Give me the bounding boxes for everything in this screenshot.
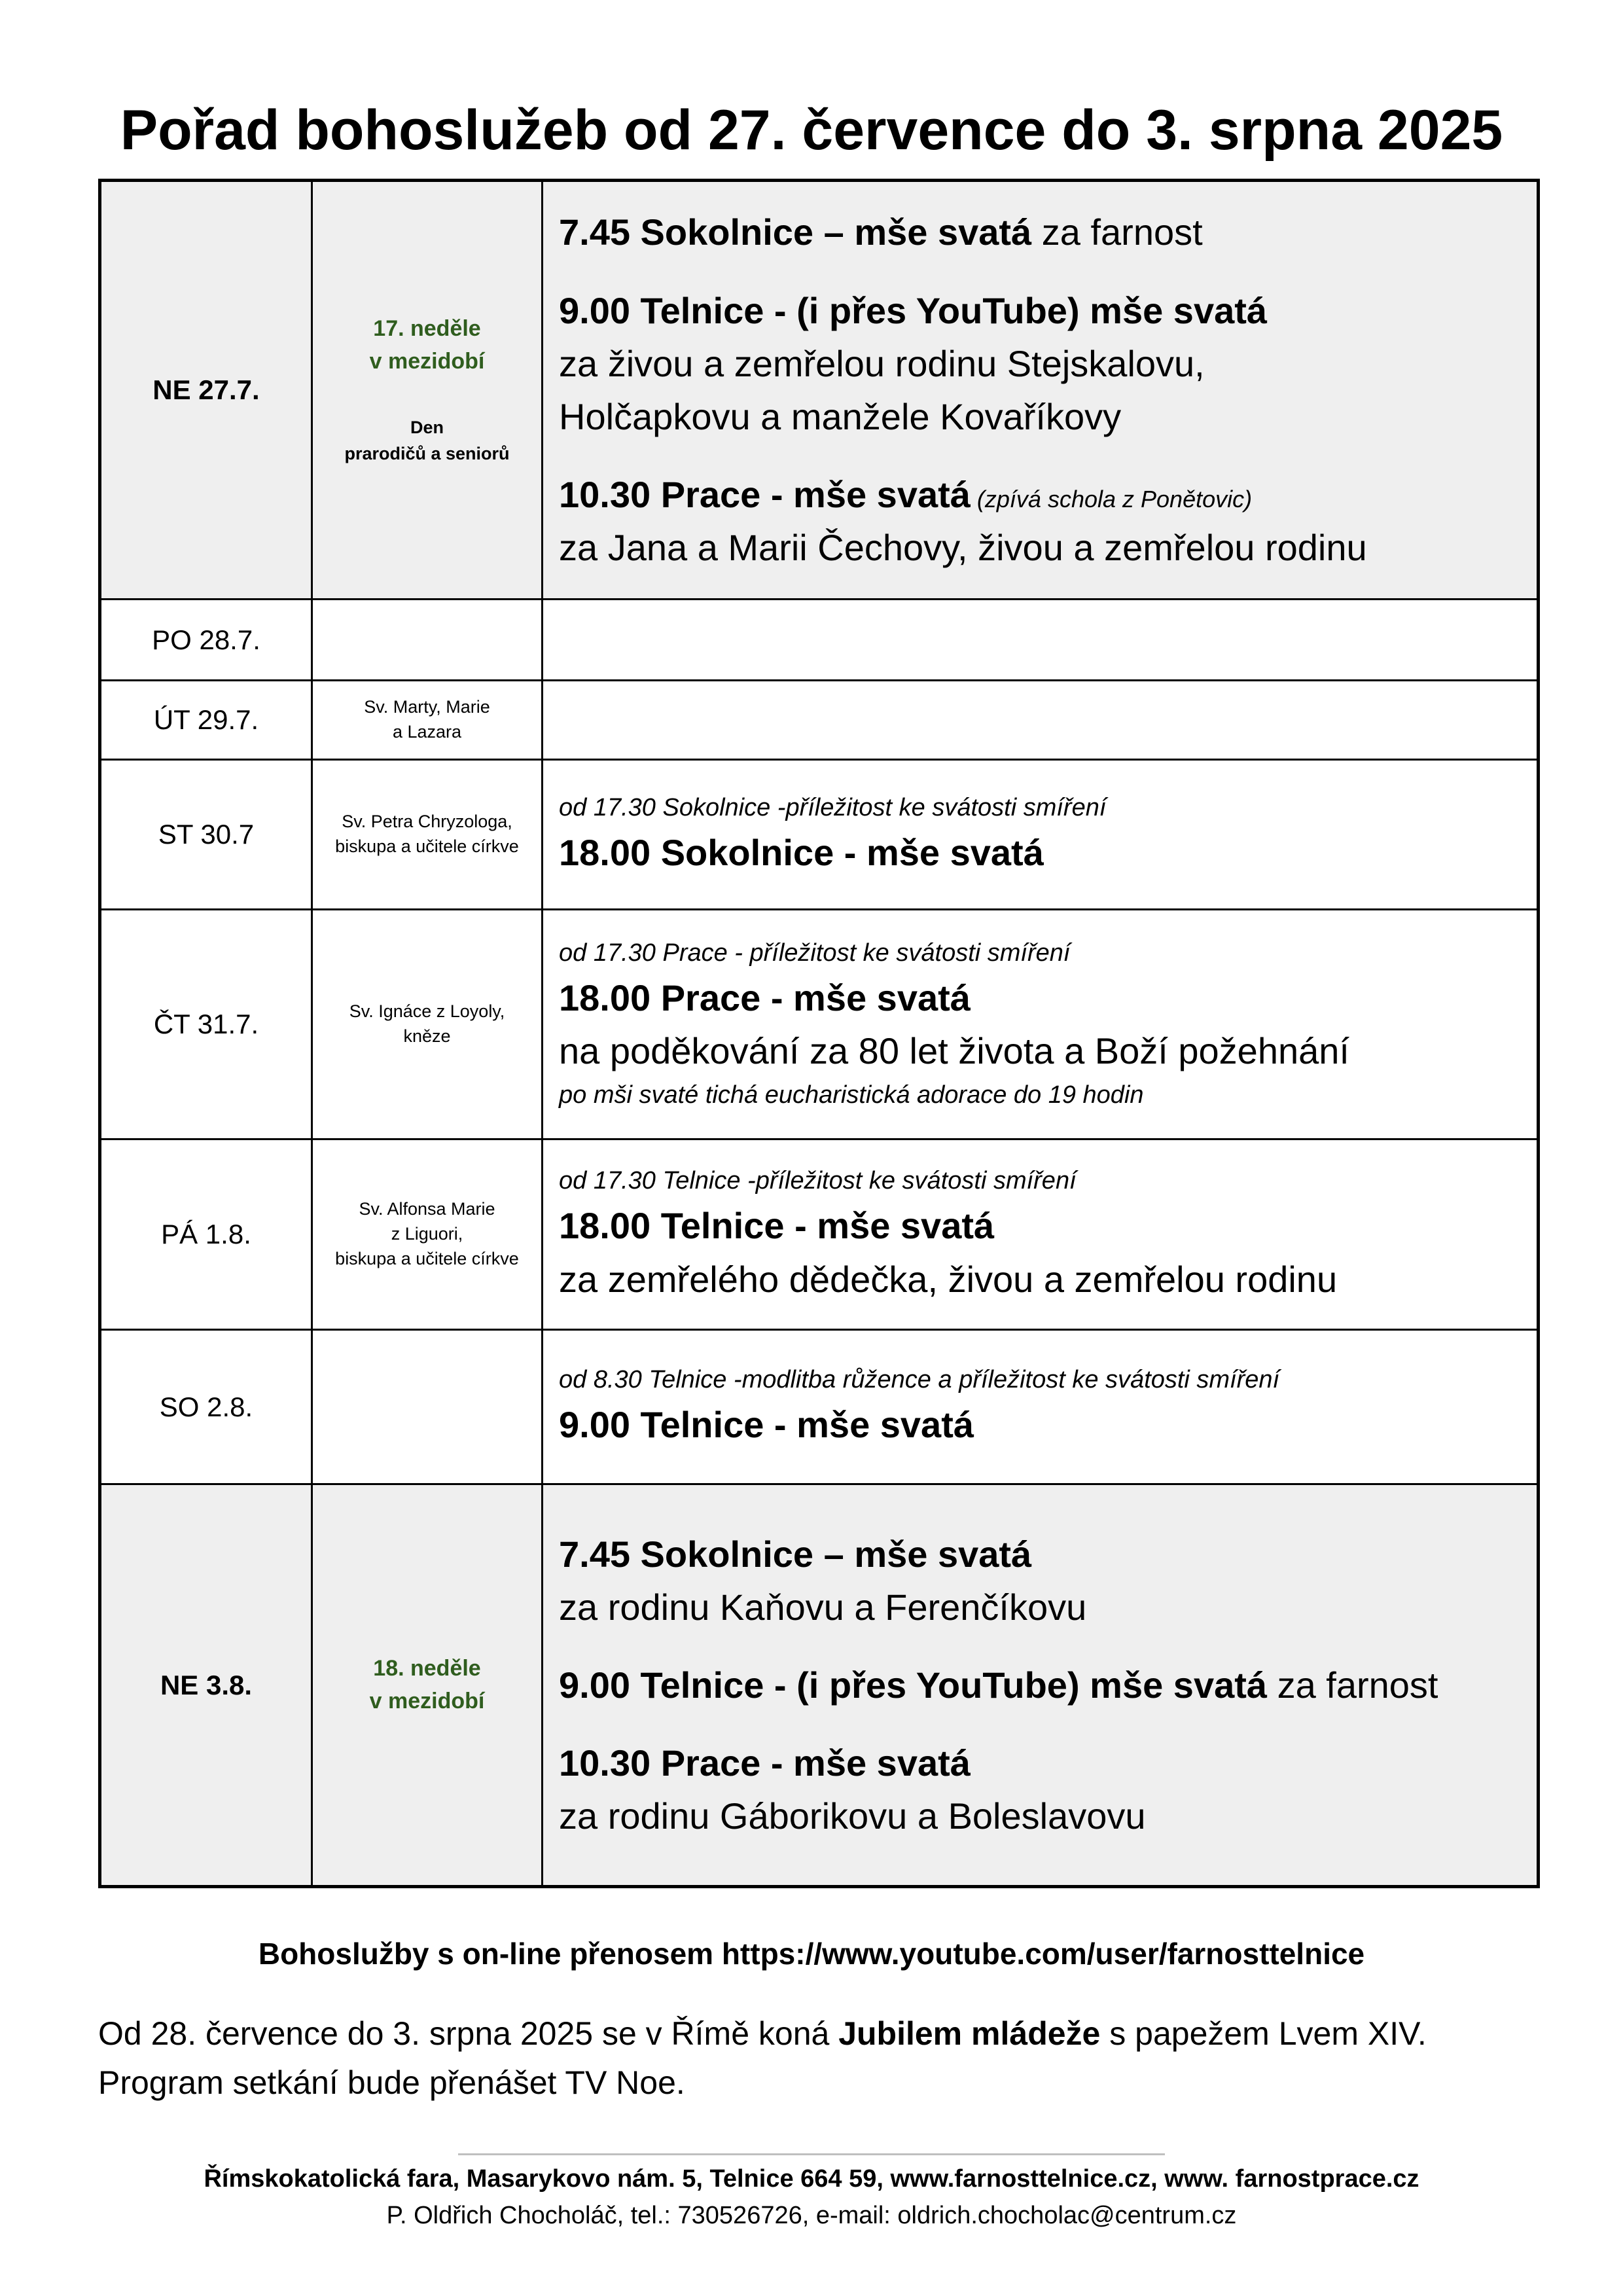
- feast-line: 18. neděle: [373, 1656, 481, 1681]
- confession-note: od 17.30 Prace - příležitost ke svátosti smíření: [559, 939, 1071, 967]
- footer-divider: [458, 2153, 1165, 2155]
- mass-intention: za farnost: [1031, 211, 1203, 253]
- feast-line: Sv. Alfonsa Marie: [359, 1199, 495, 1219]
- info-text: Program setkání bude přenášet TV Noe.: [98, 2064, 685, 2101]
- info-highlight: Jubilem mládeže: [838, 2015, 1101, 2052]
- mass-entry: [559, 1736, 1521, 1842]
- mass-time: 7.45 Sokolnice – mše svatá: [559, 1533, 1032, 1575]
- table-row: [100, 760, 1539, 910]
- day-cell: SO 2.8.: [100, 1330, 312, 1484]
- mass-intention: za farnost: [1267, 1664, 1438, 1706]
- mass-time: 9.00 Telnice - mše svatá: [559, 1404, 974, 1446]
- mass-cell: [543, 181, 1539, 600]
- table-row: [100, 681, 1539, 760]
- feast-line: v mezidobí: [369, 1688, 485, 1713]
- feast-line: z Liguori,: [391, 1224, 463, 1244]
- mass-entry: [559, 284, 1521, 444]
- feast-line: kněze: [403, 1026, 451, 1046]
- table-row: [100, 1139, 1539, 1330]
- feast-line: Den: [410, 417, 444, 437]
- feast-line: Sv. Ignáce z Loyoly,: [349, 1001, 505, 1022]
- mass-intention: na poděkování za 80 let života a Boží požehnání: [559, 1030, 1349, 1071]
- feast-line: biskupa a učitele církve: [335, 1248, 519, 1268]
- day-cell: NE 3.8.: [100, 1484, 312, 1887]
- feast-line: biskupa a učitele církve: [335, 836, 519, 856]
- table-row: [100, 1330, 1539, 1484]
- table-row: [100, 910, 1539, 1139]
- mass-cell: [543, 681, 1539, 760]
- mass-time: 7.45 Sokolnice – mše svatá: [559, 211, 1032, 253]
- mass-time: 18.00 Prace - mše svatá: [559, 977, 971, 1018]
- feast-cell: [312, 1484, 543, 1887]
- mass-entry: [559, 468, 1521, 574]
- feast-line: prarodičů a seniorů: [344, 444, 510, 464]
- mass-entry: [559, 206, 1521, 259]
- feast-line: v mezidobí: [369, 348, 485, 374]
- day-cell: ÚT 29.7.: [100, 681, 312, 760]
- mass-cell: [543, 910, 1539, 1139]
- table-row: [100, 600, 1539, 681]
- adoration-note: po mši svaté tichá eucharistická adorace do 19 hodin: [559, 1081, 1144, 1109]
- page-title: Pořad bohoslužeb od 27. července do 3. srpna 2025: [120, 99, 1503, 162]
- mass-entry: [559, 1528, 1521, 1634]
- feast-line: 17. neděle: [373, 316, 481, 342]
- feast-line: Sv. Marty, Marie: [364, 697, 490, 717]
- mass-cell: [543, 600, 1539, 681]
- mass-time: 18.00 Sokolnice - mše svatá: [559, 831, 1044, 873]
- day-cell: PO 28.7.: [100, 600, 312, 681]
- info-text: s papežem Lvem XIV.: [1100, 2015, 1427, 2052]
- mass-cell: [543, 1484, 1539, 1887]
- feast-cell: [312, 181, 543, 600]
- feast-cell: [312, 760, 543, 910]
- schedule-table: [98, 179, 1540, 1888]
- feast-cell: [312, 1330, 543, 1484]
- confession-note: od 17.30 Telnice -příležitost ke svátosti smíření: [559, 1167, 1077, 1195]
- feast-line: a Lazara: [392, 722, 462, 742]
- mass-time: 10.30 Prace - mše svatá: [559, 474, 971, 516]
- mass-cell: [543, 760, 1539, 910]
- mass-intention: za rodinu Gáborikovu a Boleslavovu: [559, 1795, 1146, 1837]
- day-cell: NE 27.7.: [100, 181, 312, 600]
- mass-cell: [543, 1139, 1539, 1330]
- footer-address: Římskokatolická fara, Masarykovo nám. 5, Telnice 664 59, www.farnosttelnice.cz, www. farnostprace.cz: [204, 2165, 1419, 2193]
- mass-time: 9.00 Telnice - (i přes YouTube) mše svatá: [559, 1664, 1268, 1706]
- day-cell: ST 30.7: [100, 760, 312, 910]
- mass-time: 18.00 Telnice - mše svatá: [559, 1205, 995, 1247]
- rosary-note: od 8.30 Telnice -modlitba růžence a příležitost ke svátosti smíření: [559, 1366, 1280, 1394]
- mass-intention: za Jana a Marii Čechovy, živou a zemřelou rodinu: [559, 527, 1367, 569]
- mass-intention: za zemřelého dědečka, živou a zemřelou rodinu: [559, 1258, 1338, 1300]
- mass-time: 9.00 Telnice - (i přes YouTube) mše svatá: [559, 289, 1268, 331]
- feast-cell: [312, 681, 543, 760]
- day-cell: ČT 31.7.: [100, 910, 312, 1139]
- table-row: [100, 181, 1539, 600]
- feast-line: Sv. Petra Chryzologa,: [342, 812, 512, 832]
- mass-intention: za živou a zemřelou rodinu Stejskalovu,: [559, 342, 1205, 384]
- day-cell: PÁ 1.8.: [100, 1139, 312, 1330]
- feast-cell: [312, 1139, 543, 1330]
- mass-note: (zpívá schola z Ponětovic): [970, 486, 1253, 513]
- mass-cell: [543, 1330, 1539, 1484]
- info-paragraph: [98, 2009, 1538, 2108]
- mass-intention: Holčapkovu a manžele Kovaříkovy: [559, 396, 1122, 437]
- feast-cell: [312, 910, 543, 1139]
- table-row: [100, 1484, 1539, 1887]
- mass-entry: [559, 1659, 1521, 1712]
- feast-cell: [312, 600, 543, 681]
- mass-time: 10.30 Prace - mše svatá: [559, 1742, 971, 1784]
- online-broadcast-note: Bohoslužby s on-line přenosem https://www.youtube.com/user/farnosttelnice: [258, 1937, 1365, 1971]
- mass-intention: za rodinu Kaňovu a Ferenčíkovu: [559, 1586, 1087, 1628]
- confession-note: od 17.30 Sokolnice -příležitost ke svátosti smíření: [559, 793, 1107, 821]
- info-text: Od 28. července do 3. srpna 2025 se v Římě koná: [98, 2015, 839, 2052]
- footer-contact: P. Oldřich Chocholáč, tel.: 730526726, e-mail: oldrich.chocholac@centrum.cz: [386, 2202, 1237, 2229]
